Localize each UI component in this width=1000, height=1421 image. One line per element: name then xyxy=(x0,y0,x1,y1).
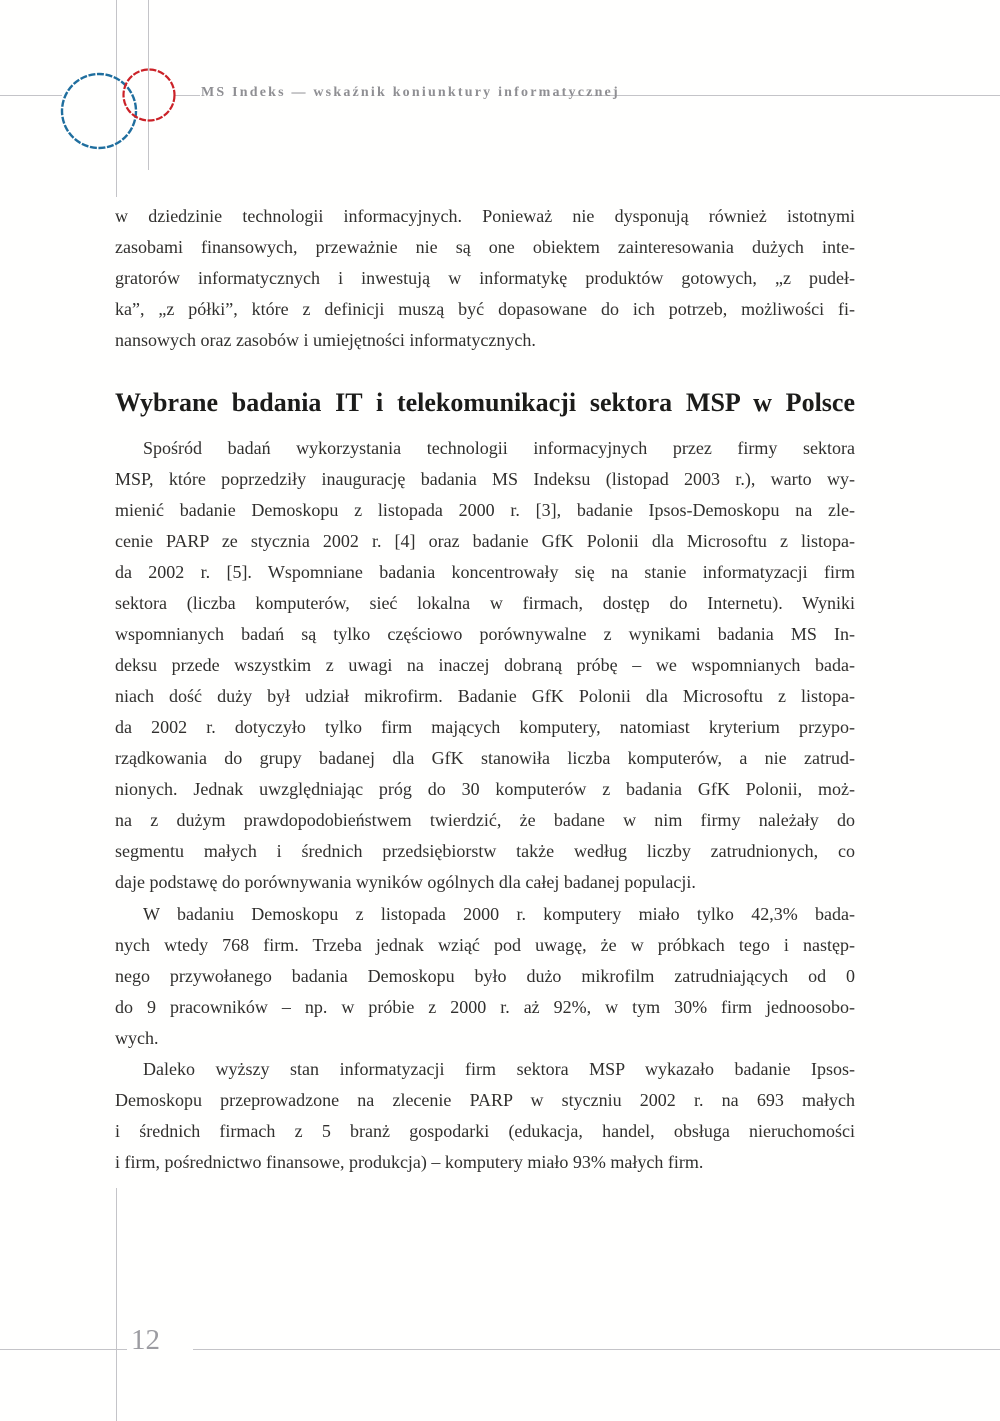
text-line: sektora (liczba komputerów, sieć lokalna w firmach, dostęp do Internetu). Wyniki xyxy=(115,593,855,613)
text-line: mienić badanie Demoskopu z listopada 2000 r. [3], badanie Ipsos-Demoskopu na zle- xyxy=(115,500,855,520)
text-line: wspomnianych badań są tylko częściowo porównywalne z wynikami badania MS In- xyxy=(115,624,855,644)
intro-paragraph xyxy=(115,201,855,356)
text-line: da 2002 r. dotyczyło tylko firm mających komputery, natomiast kryterium przypo- xyxy=(115,717,855,737)
footer-rule-right xyxy=(193,1349,1000,1350)
text-line: na z dużym prawdopodobieństwem twierdzić, że badane w nim firmy należały do xyxy=(115,810,855,830)
text-line: ka”, „z półki”, które z definicji muszą być dopasowane do ich potrzeb, możliwości fi- xyxy=(115,299,855,319)
text-line: Daleko wyższy stan informatyzacji firm sektora MSP wykazało badanie Ipsos- xyxy=(143,1059,855,1079)
text-line: daje podstawę do porównywania wyników ogólnych dla całej badanej populacji. xyxy=(115,872,696,892)
header-rule-left xyxy=(0,95,62,96)
text-line: gratorów informatycznych i inwestują w informatykę produktów gotowych, „z pudeł- xyxy=(115,268,855,288)
text-line: nansowych oraz zasobów i umiejętności informatycznych. xyxy=(115,330,536,350)
logo-circles-icon xyxy=(55,65,185,155)
text-line: Spośród badań wykorzystania technologii informacyjnych przez firmy sektora xyxy=(143,438,855,458)
text-line: nionych. Jednak uwzględniając próg do 30 komputerów z badania GfK Polonii, moż- xyxy=(115,779,855,799)
text-line: do 9 pracowników – np. w próbie z 2000 r. aż 92%, w tym 30% firm jednoosobo- xyxy=(115,997,855,1017)
text-line: wych. xyxy=(115,1028,159,1048)
text-line: da 2002 r. [5]. Wspomniane badania koncentrowały się na stanie informatyzacji firm xyxy=(115,562,855,582)
text-line: cenie PARP ze stycznia 2002 r. [4] oraz badanie GfK Polonii dla Microsoftu z listopa- xyxy=(115,531,855,551)
footer-vline xyxy=(116,1188,117,1421)
body-paragraph xyxy=(115,1054,855,1178)
text-line: i średnich firmach z 5 branż gospodarki (edukacja, handel, obsługa nieruchomości xyxy=(115,1121,855,1141)
text-line: i firm, pośrednictwo finansowe, produkcja) – komputery miało 93% małych firm. xyxy=(115,1152,704,1172)
text-line: zasobami finansowych, przeważnie nie są one obiektem zainteresowania dużych inte- xyxy=(115,237,855,257)
text-line: Demoskopu przeprowadzone na zlecenie PARP w styczniu 2002 r. na 693 małych xyxy=(115,1090,855,1110)
page-number: 12 xyxy=(131,1324,160,1356)
section-heading: Wybrane badania IT i telekomunikacji sektora MSP w Polsce xyxy=(115,388,855,417)
text-line: w dziedzinie technologii informacyjnych. Ponieważ nie dysponują również istotnymi xyxy=(115,206,855,226)
text-line: nego przywołanego badania Demoskopu było dużo mikrofilm zatrudniających od 0 xyxy=(115,966,855,986)
text-line: niach dość duży był udział mikrofirm. Badanie GfK Polonii dla Microsoftu z listopa- xyxy=(115,686,855,706)
running-head-title: MS Indeks — wskaźnik koniunktury informatycznej xyxy=(201,85,620,100)
footer-rule-left xyxy=(0,1349,127,1350)
text-line: MSP, które poprzedziły inaugurację badania MS Indeksu (listopad 2003 r.), warto wy- xyxy=(115,469,855,489)
text-line: nych wtedy 768 firm. Trzeba jednak wziąć pod uwagę, że w próbkach tego i następ- xyxy=(115,935,855,955)
body-paragraph xyxy=(115,433,855,898)
text-line: rządkowania do grupy badanej dla GfK stanowiła liczba komputerów, a nie zatrud- xyxy=(115,748,855,768)
body-paragraph xyxy=(115,899,855,1054)
header-rule-right xyxy=(555,95,1000,96)
text-line: deksu przede wszystkim z uwagi na inaczej dobraną próbę – we wspomnianych bada- xyxy=(115,655,855,675)
text-line: W badaniu Demoskopu z listopada 2000 r. komputery miało tylko 42,3% bada- xyxy=(143,904,855,924)
text-line: segmentu małych i średnich przedsiębiorstw także według liczby zatrudnionych, co xyxy=(115,841,855,861)
